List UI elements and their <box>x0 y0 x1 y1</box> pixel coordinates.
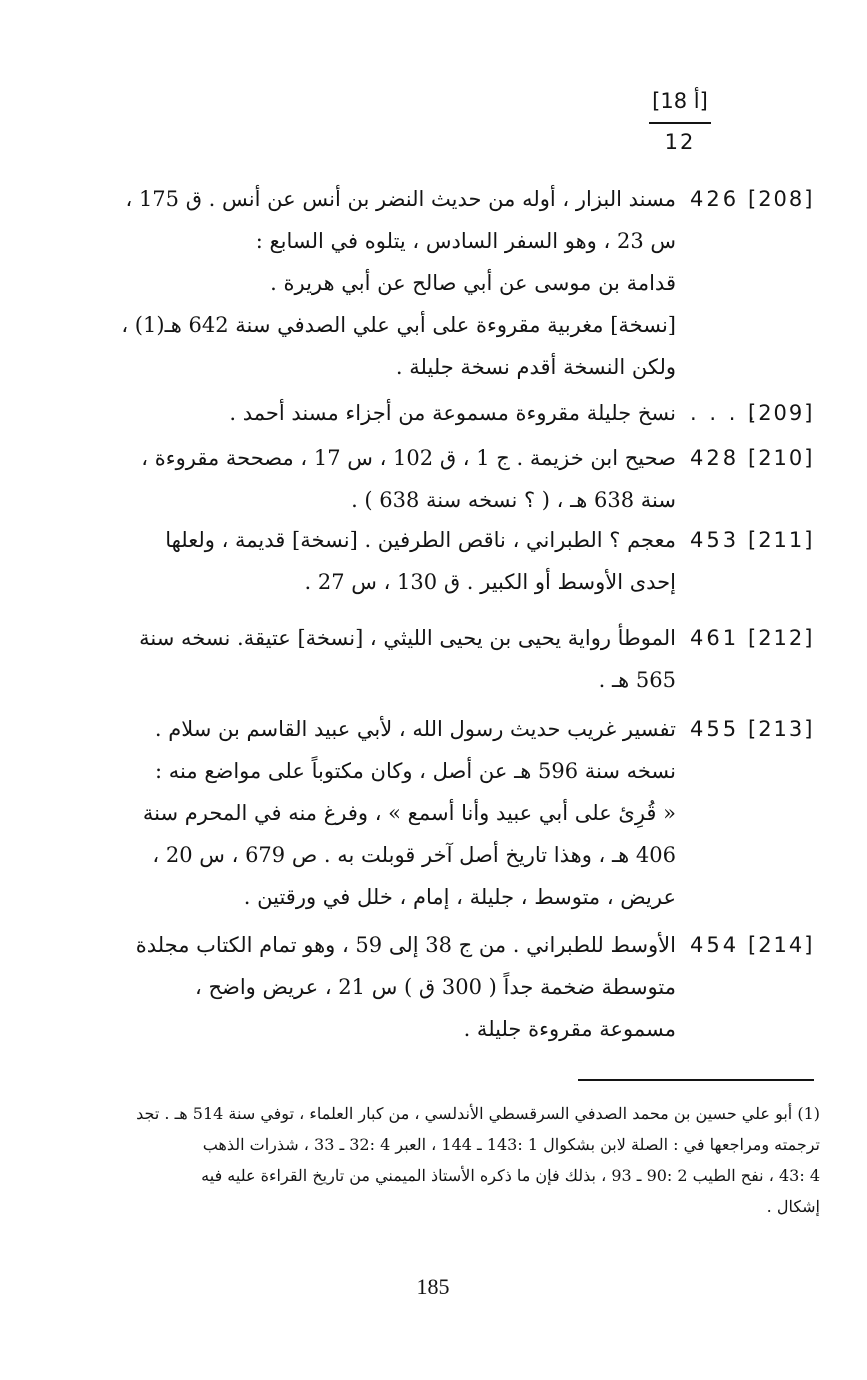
entry-line: إحدى الأوسط أو الكبير . ق 130 ، س 27 . <box>304 570 676 594</box>
footnote <box>78 1098 820 1222</box>
entry-line: 406 هـ ، وهذا تاريخ أصل آخر قوبلت به . ص 679 ، س 20 ، <box>152 843 676 867</box>
manuscript-number: 461 <box>690 626 740 650</box>
entry-number: [211] <box>748 528 815 552</box>
entry-number: [209] <box>748 401 815 425</box>
entry-line: 565 هـ . <box>598 668 676 692</box>
manuscript-number: 428 <box>690 446 740 470</box>
manuscript-number: 453 <box>690 528 740 552</box>
manuscript-number: 426 <box>690 187 740 211</box>
entry-line: تفسير غريب حديث رسول الله ، لأبي عبيد القاسم بن سلام . <box>154 717 676 741</box>
entry-number: [213] <box>748 717 815 741</box>
entry-text <box>78 708 676 918</box>
entry-line: مسموعة مقروءة جليلة . <box>463 1017 676 1041</box>
folio-marker: [18 أ] <box>652 89 708 113</box>
manuscript-number: 454 <box>690 933 740 957</box>
entry-number: [214] <box>748 933 815 957</box>
entry-line: سنة 638 هـ ، ( ؟ نسخه سنة 638 ) . <box>351 488 676 512</box>
entry-line: صحيح ابن خزيمة . ج 1 ، ق 102 ، س 17 ، مصححة مقروءة ، <box>141 446 676 470</box>
entry-number: [210] <box>748 446 815 470</box>
entry-line: نسخه سنة 596 هـ عن أصل ، وكان مكتوباً على مواضع منه : <box>155 759 676 783</box>
entry-text <box>78 392 676 434</box>
footnote-line: ترجمته ومراجعها في : الصلة لابن بشكوال 1 :143 ـ 144 ، العبر 4 :32 ـ 33 ، شذرات الذهب <box>202 1135 820 1154</box>
entry-line: نسخ جليلة مقروءة مسموعة من أجزاء مسند أحمد . <box>229 401 676 425</box>
entry-line: عريض ، متوسط ، جليلة ، إمام ، خلل في ورقتين . <box>243 885 676 909</box>
header-divider <box>649 122 711 124</box>
manuscript-number: . . . . <box>690 401 758 425</box>
leaf-number: 12 <box>664 130 696 154</box>
page-header <box>640 88 720 154</box>
entry-line: الموطأ رواية يحيى بن يحيى الليثي ، [نسخة] عتيقة. نسخه سنة <box>139 626 676 650</box>
footnote-line: (1) أبو علي حسين بن محمد الصدفي السرقسطي الأندلسي ، من كبار العلماء ، توفي سنة 514 هـ . تجد <box>136 1104 820 1123</box>
entry-text <box>78 617 676 701</box>
entry-line: قدامة بن موسى عن أبي صالح عن أبي هريرة . <box>270 271 676 295</box>
page-number: 185 <box>416 1274 450 1299</box>
entry-line: الأوسط للطبراني . من ج 38 إلى 59 ، وهو تمام الكتاب مجلدة <box>135 933 676 957</box>
entry-line: س 23 ، وهو السفر السادس ، يتلوه في السابع : <box>255 229 676 253</box>
entry-text <box>78 924 676 1050</box>
manuscript-number: 455 <box>690 717 740 741</box>
entry-line: معجم ؟ الطبراني ، ناقص الطرفين . [نسخة] قديمة ، ولعلها <box>165 528 676 552</box>
entry-line: ولكن النسخة أقدم نسخة جليلة . <box>395 355 676 379</box>
footnote-line: 4 :43 ، نفح الطيب 2 :90 ـ 93 ، بذلك فإن ما ذكره الأستاذ الميمني من تاريخ القراءة عليه فيه <box>201 1166 820 1185</box>
entry-text <box>78 437 676 521</box>
entry-line: مسند البزار ، أوله من حديث النضر بن أنس عن أنس . ق 175 ، <box>125 187 676 211</box>
entry-number: [208] <box>748 187 815 211</box>
entry-line: « قُرِئ على أبي عبيد وأنا أسمع » ، وفرغ منه في المحرم سنة <box>142 801 676 825</box>
entry-line: متوسطة ضخمة جداً ( 300 ق ) س 21 ، عريض واضح ، <box>194 975 676 999</box>
footnote-divider <box>578 1079 814 1081</box>
entry-number: [212] <box>748 626 815 650</box>
footnote-line: إشكال . <box>766 1197 820 1216</box>
entry-line: [نسخة] مغربية مقروءة على أبي علي الصدفي سنة 642 هـ(1) ، <box>121 313 676 337</box>
entry-text <box>78 178 676 388</box>
entry-text <box>78 519 676 603</box>
